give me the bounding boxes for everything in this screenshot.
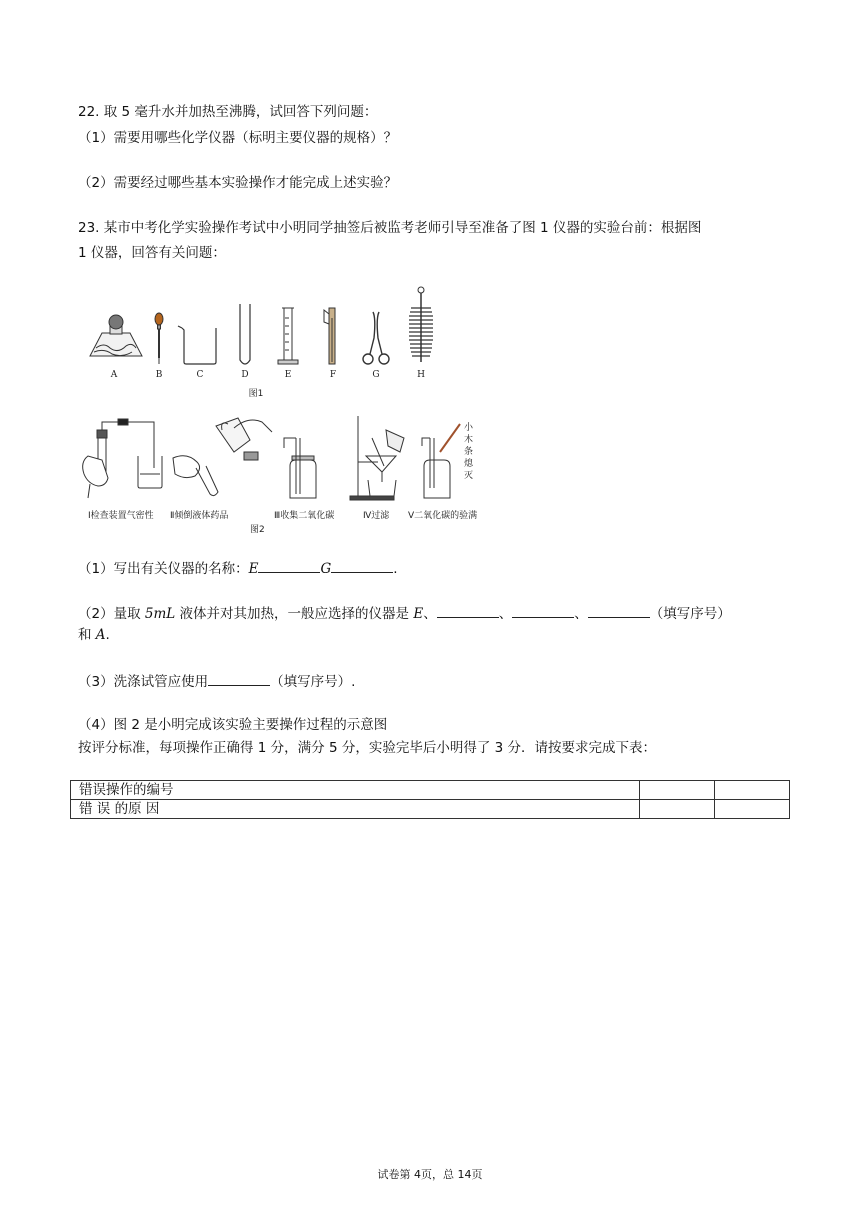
- pour-liquid-icon: [173, 418, 272, 496]
- q23-sub2: [78, 603, 731, 623]
- table-row: [71, 800, 790, 819]
- crucible-tongs-icon: [363, 312, 389, 364]
- table-row1-label: 错误操作的编号: [71, 781, 640, 800]
- dropper-icon: [155, 313, 163, 364]
- var-a: A: [95, 627, 106, 643]
- answer-cell-1b[interactable]: [715, 781, 790, 800]
- q23-sub2-mid: 液体并对其加热，一般应选择的仪器是: [175, 606, 414, 622]
- var-e: E: [248, 561, 259, 577]
- answer-blank-3[interactable]: [208, 671, 270, 686]
- answer-blank-2b[interactable]: [512, 603, 574, 618]
- alcohol-lamp-icon: [90, 315, 142, 356]
- fig1-label-d: D: [241, 370, 249, 380]
- q23-sub1-prefix: （1）写出有关仪器的名称：: [78, 561, 249, 577]
- graduated-cylinder-icon: [278, 308, 298, 364]
- figure-2-operations: [78, 408, 498, 536]
- fig2-side-text-3: 条: [464, 447, 474, 457]
- sep-1: 、: [423, 606, 437, 622]
- co2-full-test-icon: [422, 424, 460, 498]
- fig1-label-f: F: [329, 370, 337, 380]
- sep-2: 、: [498, 606, 513, 622]
- fig2-side-text-1: 小: [464, 423, 474, 433]
- page-footer: 试卷第 4页，总 14页: [377, 1168, 483, 1181]
- test-tube-clamp-icon: [324, 308, 335, 364]
- fig2-side-text-2: 木: [464, 435, 474, 445]
- fig1-label-a: A: [110, 370, 118, 380]
- q23-sub1: [78, 558, 398, 578]
- q23-sub2-line2-prefix: 和: [78, 627, 96, 643]
- q23-stem-line2: 1 仪器，回答有关问题：: [78, 245, 226, 261]
- answer-table: [70, 780, 790, 819]
- q23-stem-line1: 23. 某市中考化学实验操作考试中小明同学抽签后被监考老师引导至准备了图 1 仪器的实验台前：根据图: [78, 220, 702, 236]
- fig2-label-3: Ⅲ收集二氧化碳: [274, 511, 335, 521]
- fig2-label-1: Ⅰ检查装置气密性: [88, 511, 154, 521]
- answer-blank-2a[interactable]: [437, 603, 499, 618]
- airtightness-check-icon: [83, 419, 162, 498]
- fig2-caption: 图2: [250, 525, 265, 535]
- q23-sub3-prefix: （3）洗涤试管应使用: [78, 674, 209, 690]
- fig1-label-e: E: [284, 370, 292, 380]
- answer-cell-2b[interactable]: [715, 800, 790, 819]
- q23-sub1-suffix: .: [393, 561, 398, 577]
- var-g: G: [320, 561, 332, 577]
- filtration-setup-icon: [350, 416, 404, 500]
- fig2-side-text-4: 熄: [464, 459, 474, 469]
- q22-stem: 22. 取 5 毫升水并加热至沸腾，试回答下列问题：: [78, 104, 378, 120]
- table-row2-label: 错 误 的原 因: [71, 800, 640, 819]
- answer-blank-g[interactable]: [331, 558, 393, 573]
- q23-sub2-hint: （填写序号）: [649, 606, 731, 622]
- fig1-label-b: B: [155, 370, 163, 380]
- q23-sub4-line1: （4）图 2 是小明完成该实验主要操作过程的示意图: [78, 717, 388, 733]
- table-row: [71, 781, 790, 800]
- q22-sub2: （2）需要经过哪些基本实验操作才能完成上述实验？: [78, 175, 398, 191]
- q23-sub4-line2: 按评分标准，每项操作正确得 1 分，满分 5 分，实验完毕后小明得了 3 分．请按要求完成下表：: [78, 740, 657, 756]
- answer-blank-e[interactable]: [258, 558, 320, 573]
- answer-blank-2c[interactable]: [588, 603, 650, 618]
- gas-collection-bottle-icon: [284, 438, 316, 498]
- q23-sub3: [78, 671, 355, 691]
- answer-cell-1a[interactable]: [640, 781, 715, 800]
- test-tube-brush-icon: [409, 287, 433, 362]
- q23-sub2-prefix: （2）量取: [78, 606, 145, 622]
- answer-cell-2a[interactable]: [640, 800, 715, 819]
- amount-5ml: 5mL: [144, 606, 176, 622]
- q23-sub3-suffix: （填写序号）.: [270, 674, 356, 690]
- q23-sub2-line2: [78, 626, 110, 644]
- fig2-label-4: Ⅳ过滤: [363, 511, 390, 521]
- q22-sub1: （1）需要用哪些化学仪器（标明主要仪器的规格）？: [78, 130, 398, 146]
- fig2-label-2: Ⅱ倾倒液体药品: [170, 511, 229, 521]
- fig1-label-g: G: [372, 370, 380, 380]
- fig2-side-text-5: 灭: [464, 471, 474, 481]
- fig1-label-c: C: [196, 370, 204, 380]
- var-e-2: E: [413, 606, 424, 622]
- sep-3: 、: [574, 606, 588, 622]
- fig1-caption: 图1: [248, 389, 264, 399]
- q23-sub2-line2-suffix: .: [105, 627, 110, 643]
- fig1-label-h: H: [417, 370, 425, 380]
- test-tube-icon: [240, 304, 250, 364]
- beaker-icon: [178, 326, 216, 364]
- fig2-label-5: Ⅴ二氧化碳的验满: [408, 511, 478, 521]
- figure-1-instruments: [78, 278, 458, 400]
